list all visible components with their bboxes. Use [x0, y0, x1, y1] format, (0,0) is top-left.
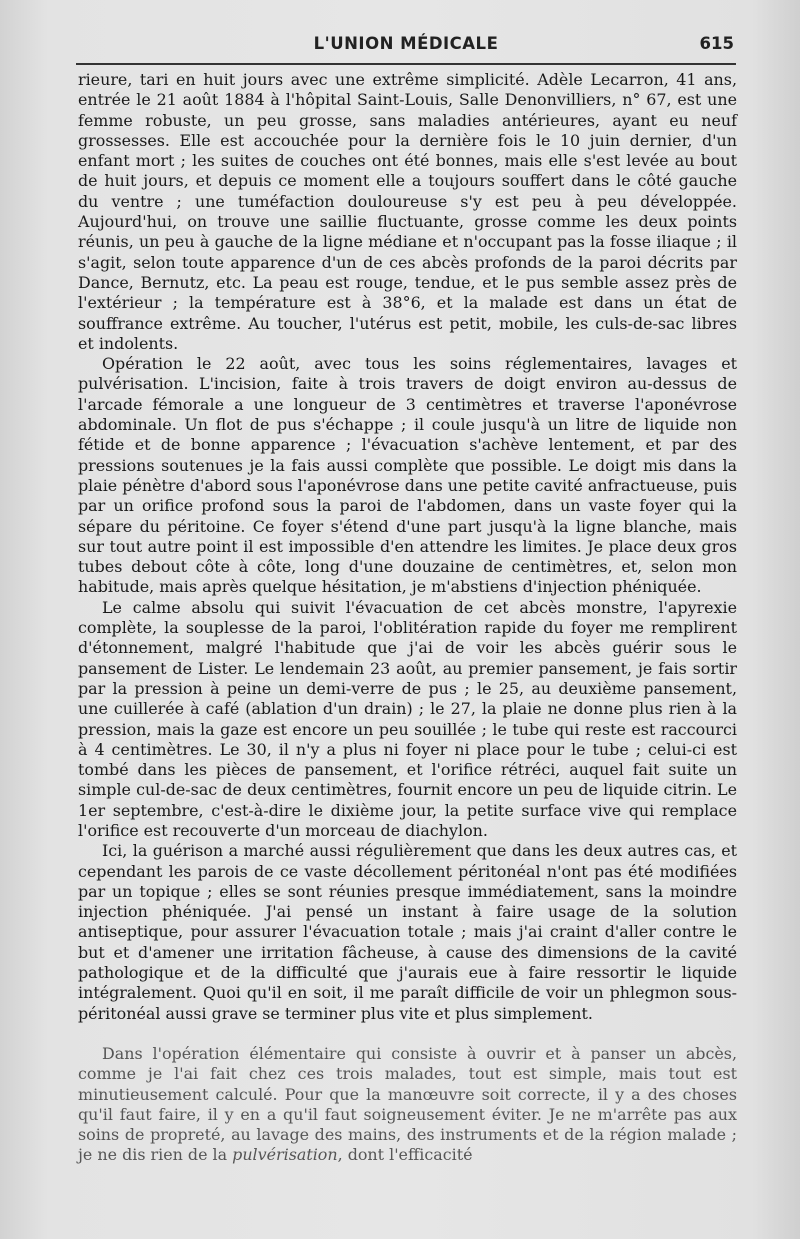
paragraph-commentary: Ici, la guérison a marché aussi régulièrement que dans les deux autres cas, et cependant les parois de ce vaste décollement péritonéal n'ont pas été modifiées par un topique ; elles se sont réunies presque immédiatement, sans la moindre injection phéniquée. J'ai pensé un instant à faire usage de la solution antiseptique, pour assurer l'évacuation totale ; mais j'ai craint d'aller contre le but et d'amener une irritation fâcheuse, à cause des dimensions de la cavité pathologique et de la difficulté que j'aurais eue à faire ressortir le liquide intégralement. Quoi qu'il en soit, il me paraît difficile de voir un phlegmon sous-péritonéal aussi grave se terminer plus vite et plus simplement. — [78, 841, 737, 1023]
running-head — [78, 34, 734, 58]
technique-text-start: Dans l'opération élémentaire qui consiste à ouvrir et à panser un abcès, comme je l'ai fait chez ces trois malades, tout est simple, mais tout est minutieusement calculé. Pour que la manœuvre soit correcte, il y a des choses qu'il faut faire, il y en a qu'il faut soigneusement éviter. Je ne m'arrête pas aux soins de propreté, au lavage des mains, des instruments et de la région malade ; je ne dis rien de la — [78, 1043, 737, 1165]
paragraph-case-continuation: rieure, tari en huit jours avec une extrême simplicité. Adèle Lecarron, 41 ans, entrée le 21 août 1884 à l'hôpital Saint-Louis, Salle Denonvilliers, n° 67, est une femme robuste, un peu grosse, sans maladies antérieures, ayant eu neuf grossesses. Elle est accouchée pour la dernière fois le 10 juin dernier, d'un enfant mort ; les suites de couches ont été bonnes, mais elle s'est levée au bout de huit jours, et depuis ce moment elle a toujours souffert dans le côté gauche du ventre ; une tuméfaction douloureuse s'y est peu à peu développée. Aujourd'hui, on trouve une saillie fluctuante, grosse comme les deux points réunis, un peu à gauche de la ligne médiane et n'occupant pas la fosse iliaque ; il s'agit, selon toute apparence d'un de ces abcès profonds de la paroi décrits par Dance, Bernutz, etc. La peau est rouge, tendue, et le pus semble assez près de l'extérieur ; la température est à 38°6, et la malade est dans un état de souffrance extrême. Au toucher, l'utérus est petit, mobile, les culs-de-sac libres et indolents. — [78, 70, 737, 353]
technique-italic-term: pulvérisation — [232, 1145, 338, 1165]
journal-title: L'UNION MÉDICALE — [313, 34, 499, 53]
body-text — [78, 70, 737, 1166]
header-rule — [76, 63, 736, 65]
technique-text-end: , dont l'efficacité — [337, 1145, 473, 1165]
paragraph-technique — [78, 1044, 737, 1166]
paragraph-operation: Opération le 22 août, avec tous les soins réglementaires, lavages et pulvérisation. L'incision, faite à trois travers de doigt environ au-dessus de l'arcade fémorale a une longueur de 3 centimètres et traverse l'aponévrose abdominale. Un flot de pus s'échappe ; il coule jusqu'à un litre de liquide non fétide et de bonne apparence ; l'évacuation s'achève lentement, et par des pressions soutenues je la fais aussi complète que possible. Le doigt mis dans la plaie pénètre d'abord sous l'aponévrose dans une petite cavité anfractueuse, puis par un orifice profond sous la paroi de l'abdomen, dans un vaste foyer qui la sépare du péritoine. Ce foyer s'étend d'une part jusqu'à la ligne blanche, mais sur tout autre point il est impossible d'en attendre les limites. Je place deux gros tubes debout côte à côte, long d'une douzaine de centimètres, et, selon mon habitude, mais après quelque hésitation, je m'abstiens d'injection phéniquée. — [78, 354, 737, 597]
paragraph-recovery: Le calme absolu qui suivit l'évacuation de cet abcès monstre, l'apyrexie complète, la souplesse de la paroi, l'oblitération rapide du foyer me remplirent d'étonnement, malgré l'habitude que j'ai de voir les abcès guérir sous le pansement de Lister. Le lendemain 23 août, au premier pansement, je fais sortir par la pression à peine un demi-verre de pus ; le 25, au deuxième pansement, une cuillerée à café (ablation d'un drain) ; le 27, la plaie ne donne plus rien à la pression, mais la gaze est encore un peu souillée ; le tube qui reste est raccourci à 4 centimètres. Le 30, il n'y a plus ni foyer ni place pour le tube ; celui-ci est tombé dans les pièces de pansement, et l'orifice rétréci, auquel fait suite un simple cul-de-sac de deux centimètres, fournit encore un peu de liquide citrin. Le 1er septembre, c'est-à-dire le dixième jour, la petite surface vive qui remplace l'orifice est recouverte d'un morceau de diachylon. — [78, 597, 737, 840]
page-number: 615 — [699, 34, 734, 53]
